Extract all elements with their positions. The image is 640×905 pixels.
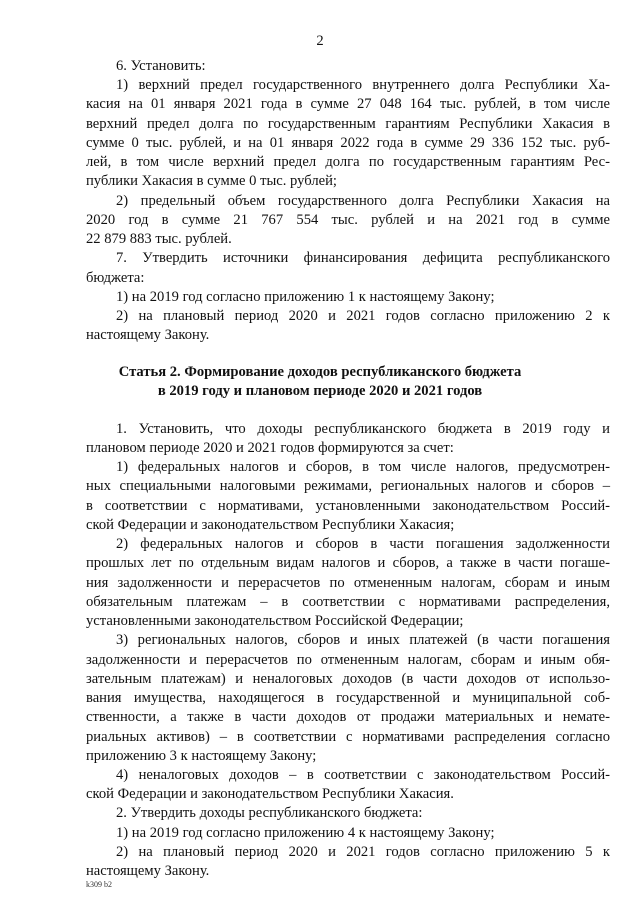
text-line: ных специальными налоговыми режимами, региональных налогов и сборов –: [86, 478, 610, 495]
text-line: в соответствии с нормативами, установленными законодательством Россий-: [86, 497, 610, 514]
text-line: сумме 0 тыс. рублей, и на 01 января 2022 года в сумме 29 336 152 тыс. руб-: [86, 134, 610, 151]
text-line: 2) на плановый период 2020 и 2021 годов согласно приложению 5 к: [116, 843, 610, 860]
text-line: задолженности и перерасчетов по отмененным налогам, сборам и иным обя-: [86, 651, 610, 668]
text-line: настоящему Закону.: [86, 327, 210, 344]
text-line: 1) на 2019 год согласно приложению 1 к настоящему Закону;: [116, 288, 495, 305]
text-line: ственности, а также в части доходов от продажи материальных и немате-: [86, 709, 610, 726]
text-line: 1) федеральных налогов и сборов, в том числе налогов, предусмотрен-: [116, 459, 610, 476]
text-line: 22 879 883 тыс. рублей.: [86, 231, 232, 248]
text-line: настоящему Закону.: [86, 863, 210, 880]
article-2-title: Статья 2. Формирование доходов республиканского бюджета: [118, 363, 522, 380]
text-line: лей, в том числе верхний предел долга по государственным гарантиям Рес-: [86, 154, 610, 171]
text-line: установленными законодательством Российской Федерации;: [86, 613, 464, 630]
text-line: ния задолженности и перерасчетов по отмененным налогам, сборам и иным: [86, 574, 610, 591]
footer-code: k309 b2: [86, 880, 112, 889]
text-line: ской Федерации и законодательством Республики Хакасия.: [86, 786, 454, 803]
text-line: публики Хакасия в сумме 0 тыс. рублей;: [86, 173, 337, 190]
section-6-heading: 6. Установить:: [116, 58, 206, 74]
text-line: 1) верхний предел государственного внутреннего долга Республики Ха-: [116, 77, 610, 94]
text-line: прошлых лет по отдельным видам налогов и сборов, а также в части погаше-: [86, 555, 610, 572]
text-line: касия на 01 января 2021 года в сумме 27 048 164 тыс. рублей, в том числе: [86, 96, 610, 113]
text-line: 2) предельный объем государственного долга Республики Хакасия на: [116, 192, 610, 209]
text-line: плановом периоде 2020 и 2021 годов формируются за счет:: [86, 439, 454, 456]
text-line: вания имущества, находящегося в государственной и муниципальной соб-: [86, 690, 610, 707]
article-2-title: в 2019 году и плановом периоде 2020 и 2021 годов: [157, 383, 483, 400]
text-line: 2. Утвердить доходы республиканского бюджета:: [116, 805, 423, 822]
text-line: зательным платежам) и неналоговых доходов (в части доходов от использо-: [86, 670, 610, 687]
text-line: 2020 год в сумме 21 767 554 тыс. рублей и на 2021 год в сумме: [86, 211, 610, 228]
page-number: 2: [316, 33, 324, 49]
text-line: 4) неналоговых доходов – в соответствии с законодательством Россий-: [116, 766, 610, 783]
text-line: 2) на плановый период 2020 и 2021 годов согласно приложению 2 к: [116, 308, 610, 325]
text-line: ской Федерации и законодательством Республики Хакасия;: [86, 516, 455, 533]
text-line: 1. Установить, что доходы республиканского бюджета в 2019 году и: [116, 420, 610, 437]
text-line: 7. Утвердить источники финансирования дефицита республиканского: [116, 250, 610, 267]
text-line: обязательным платежам – в соответствии с нормативами распределения,: [86, 593, 610, 610]
text-line: приложению 3 к настоящему Закону;: [86, 747, 317, 764]
text-line: 2) федеральных налогов и сборов в части погашения задолженности: [116, 536, 610, 553]
text-line: 1) на 2019 год согласно приложению 4 к настоящему Закону;: [116, 824, 495, 841]
text-line: риальных активов) – в соответствии с нормативами распределения согласно: [86, 728, 610, 745]
text-line: верхний предел долга по государственным гарантиям Республики Хакасия в: [86, 115, 610, 132]
text-line: бюджета:: [86, 269, 145, 286]
text-line: 3) региональных налогов, сборов и иных платежей (в части погашения: [116, 632, 610, 649]
